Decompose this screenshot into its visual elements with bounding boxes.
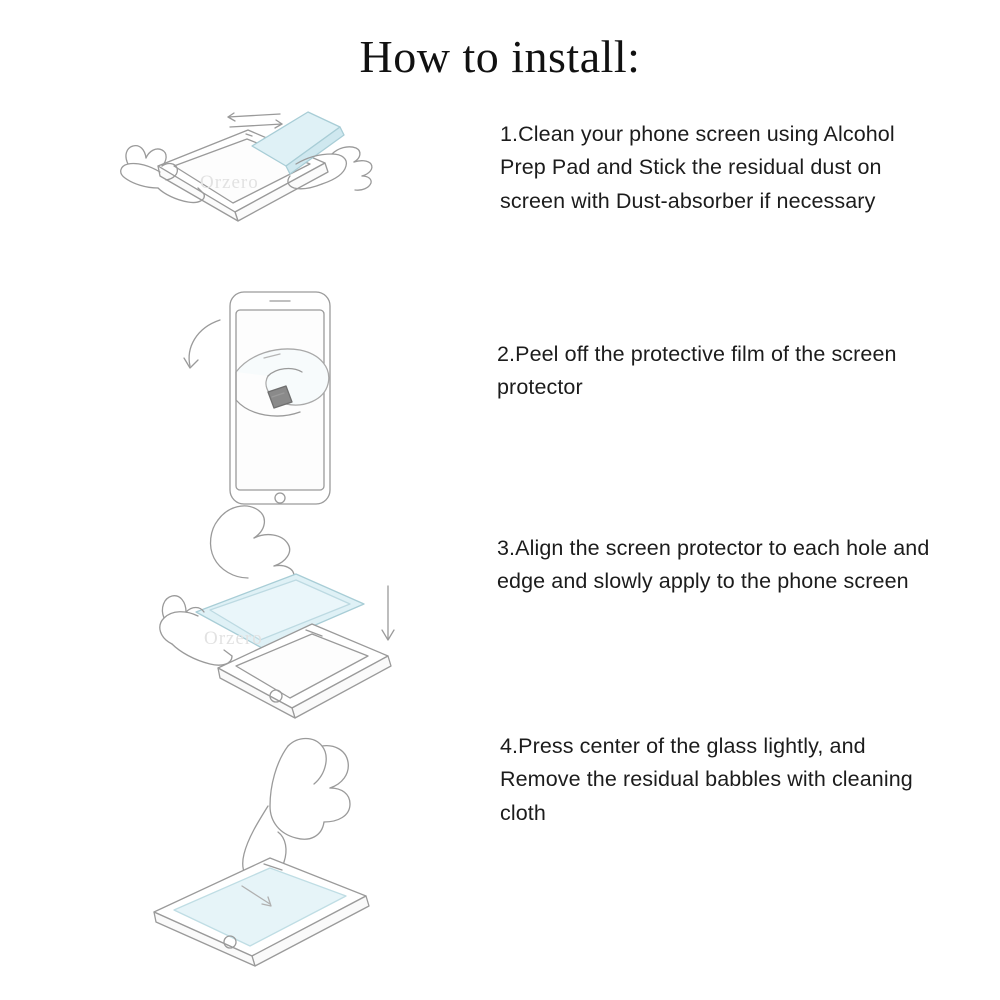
step-3-text: 3.Align the screen protector to each hole and edge and slowly apply to the phone screen <box>497 536 930 594</box>
watermark-orzero-middle: Orzero <box>204 628 263 649</box>
illustration-column <box>100 100 480 970</box>
step-2-text: 2.Peel off the protective film of the screen protector <box>497 342 897 400</box>
hand-top <box>211 506 294 590</box>
phone-body <box>154 858 369 966</box>
down-arrow-icon <box>382 586 394 640</box>
aligning-protector-on-phone-illustration <box>100 500 430 740</box>
step-4-text: 4.Press center of the glass lightly, and Remove the residual babbles with cleaning cloth <box>500 734 913 825</box>
peel-direction-arrow-icon <box>184 320 220 368</box>
motion-arrows-icon <box>228 113 282 128</box>
wiping-phone-screen-with-hand-illustration <box>100 100 420 290</box>
page-title: How to install: <box>359 31 641 82</box>
peeling-protective-film-illustration <box>100 280 420 520</box>
step-1-text: 1.Clean your phone screen using Alcohol Prep Pad and Stick the residual dust on screen with Dust-absorber if necessary <box>500 122 895 213</box>
pointing-hand <box>243 739 350 885</box>
pressing-center-of-glass-illustration <box>100 730 430 980</box>
watermark-orzero-top: Orzero <box>200 172 259 193</box>
